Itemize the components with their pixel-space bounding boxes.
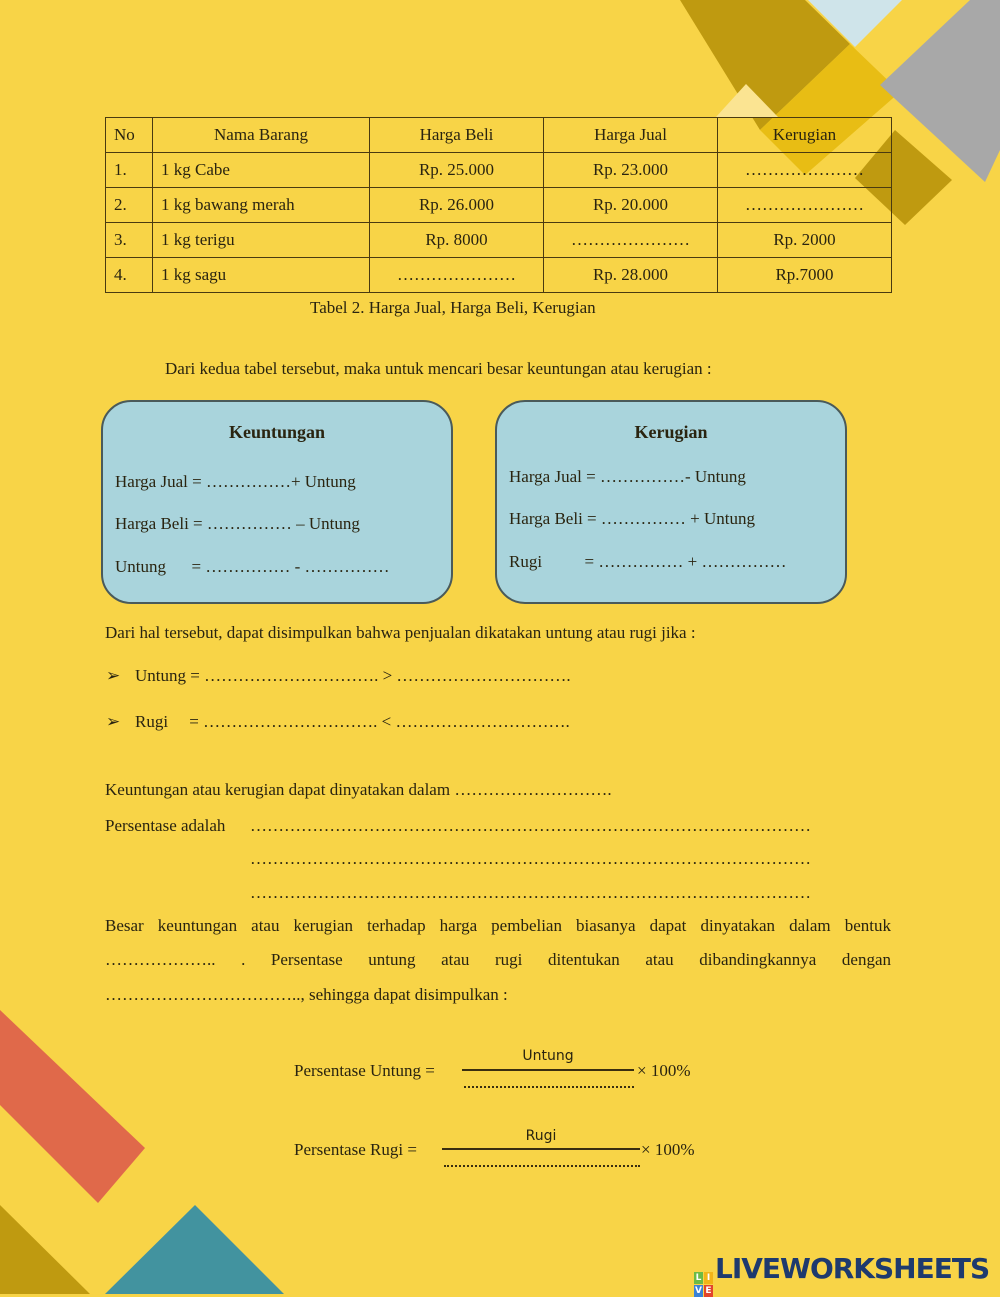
table-caption: Tabel 2. Harga Jual, Harga Beli, Kerugian <box>310 298 596 317</box>
cell-harga-beli-blank[interactable]: ………………… <box>370 258 544 293</box>
keuntungan-box <box>101 400 453 604</box>
cell-kerugian: Rp. 2000 <box>718 223 892 258</box>
table-row <box>106 258 892 293</box>
table-row <box>106 223 892 258</box>
keuntungan-title: Keuntungan <box>228 422 326 442</box>
price-table <box>105 117 892 293</box>
table-row <box>106 153 892 188</box>
fraction-bar <box>462 1069 634 1071</box>
logo-text: LIVEWORKSHEETS <box>715 1252 990 1285</box>
para2-label: Persentase adalah <box>105 816 226 835</box>
cell-nama: 1 kg bawang merah <box>153 188 370 223</box>
kerugian-line[interactable]: Rugi = …………… + …………… <box>509 552 787 571</box>
logo-letter: L <box>695 1273 702 1283</box>
keuntungan-line[interactable]: Untung = …………… - …………… <box>115 557 390 576</box>
cell-kerugian: Rp.7000 <box>718 258 892 293</box>
formula-rugi-numerator: Rugi <box>525 1128 557 1144</box>
formula-rugi-times: × 100% <box>641 1140 695 1159</box>
fraction-bar <box>442 1148 640 1150</box>
teal-triangle <box>105 1205 284 1294</box>
header-no: No <box>106 118 153 153</box>
cell-no: 4. <box>106 258 153 293</box>
table-row <box>106 188 892 223</box>
para3-line[interactable]: ……………….. . Persentase untung atau rugi ditentukan atau dibandingkannya dengan <box>105 950 891 969</box>
formula-untung-label: Persentase Untung = <box>294 1061 435 1080</box>
cell-no: 2. <box>106 188 153 223</box>
arrow-bullet-icon: ➢ <box>106 712 121 731</box>
kerugian-title: Kerugian <box>634 422 708 442</box>
cell-harga-beli: Rp. 25.000 <box>370 153 544 188</box>
para3-line: Besar keuntungan atau kerugian terhadap harga pembelian biasanya dapat dinyatakan dalam bentuk <box>105 916 891 935</box>
formula-rugi-label: Persentase Rugi = <box>294 1140 417 1159</box>
formula-rugi-denominator-blank[interactable] <box>444 1165 640 1167</box>
cell-kerugian-blank[interactable]: ………………… <box>718 153 892 188</box>
cell-harga-jual: Rp. 20.000 <box>544 188 718 223</box>
formula-untung-times: × 100% <box>637 1061 691 1080</box>
arrow-bullet-icon: ➢ <box>106 666 121 685</box>
bullet-rugi[interactable]: Rugi = …………………………. < …………………………. <box>135 712 570 731</box>
conclusion-text: Dari hal tersebut, dapat disimpulkan bahwa penjualan dikatakan untung atau rugi jika : <box>105 623 696 642</box>
header-harga-jual: Harga Jual <box>544 118 718 153</box>
liveworksheets-logo <box>694 1252 989 1297</box>
logo-letter: E <box>705 1286 712 1296</box>
cell-nama: 1 kg Cabe <box>153 153 370 188</box>
header-nama-barang: Nama Barang <box>153 118 370 153</box>
intro-text: Dari kedua tabel tersebut, maka untuk mencari besar keuntungan atau kerugian : <box>165 359 712 378</box>
kerugian-line[interactable]: Harga Jual = ……………- Untung <box>509 467 746 486</box>
kerugian-line[interactable]: Harga Beli = …………… + Untung <box>509 509 755 528</box>
para2-blank[interactable]: ……………………………………………………………………………………… <box>250 816 811 835</box>
cell-no: 1. <box>106 153 153 188</box>
bullet-untung[interactable]: Untung = …………………………. > …………………………. <box>135 666 571 685</box>
cell-nama: 1 kg sagu <box>153 258 370 293</box>
para3-line[interactable]: …………………………….., sehingga dapat disimpulkan : <box>105 985 508 1004</box>
keuntungan-line[interactable]: Harga Jual = ……………+ Untung <box>115 472 356 491</box>
formula-untung-numerator: Untung <box>522 1048 574 1064</box>
kerugian-box <box>495 400 847 604</box>
para1[interactable]: Keuntungan atau kerugian dapat dinyatakan dalam ………………………. <box>105 780 612 799</box>
logo-letter: V <box>695 1286 702 1296</box>
table-header-row <box>106 118 892 153</box>
orange-band <box>0 1010 145 1203</box>
cell-harga-jual: Rp. 23.000 <box>544 153 718 188</box>
cell-harga-jual-blank[interactable]: ………………… <box>544 223 718 258</box>
header-kerugian: Kerugian <box>718 118 892 153</box>
keuntungan-line[interactable]: Harga Beli = …………… – Untung <box>115 514 360 533</box>
cell-harga-beli: Rp. 26.000 <box>370 188 544 223</box>
cell-harga-beli: Rp. 8000 <box>370 223 544 258</box>
cell-harga-jual: Rp. 28.000 <box>544 258 718 293</box>
header-harga-beli: Harga Beli <box>370 118 544 153</box>
logo-letter: I <box>704 1272 713 1284</box>
para2-blank[interactable]: ……………………………………………………………………………………… <box>250 849 811 868</box>
cell-no: 3. <box>106 223 153 258</box>
cell-nama: 1 kg terigu <box>153 223 370 258</box>
para2-blank[interactable]: ……………………………………………………………………………………… <box>250 883 811 902</box>
live-blocks-icon <box>694 1272 713 1297</box>
formula-untung-denominator-blank[interactable] <box>464 1086 634 1088</box>
dark-gold-triangle <box>0 1205 90 1294</box>
cell-kerugian-blank[interactable]: ………………… <box>718 188 892 223</box>
